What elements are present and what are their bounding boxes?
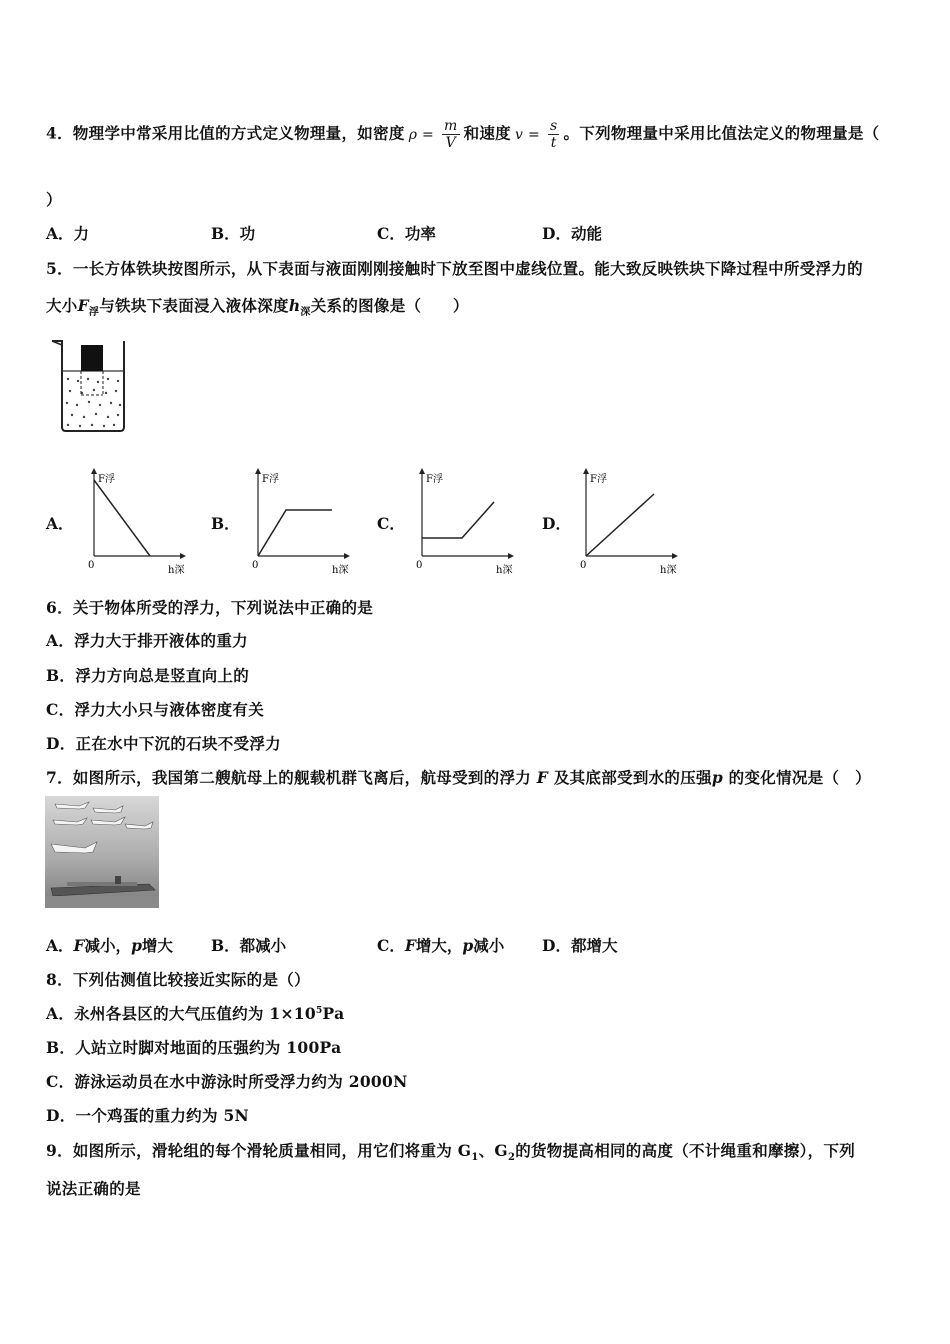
svg-text:0: 0	[252, 560, 259, 571]
q6-option-c: C．浮力大小只与液体密度有关	[46, 700, 265, 719]
aircraft-carrier-photo	[45, 796, 159, 908]
speed-fraction: $\frac{s}{t}$	[549, 118, 558, 151]
q9-stem-line2: 说法正确的是	[46, 1179, 141, 1198]
q7-option-c: C．F增大，p减小	[377, 936, 505, 955]
graph-c-curve	[422, 502, 494, 538]
q8-option-a: A．永州各县区的大气压值约为 $1\times 10^5Pa$	[46, 1004, 345, 1023]
speed-formula: v =	[514, 126, 540, 143]
q5-option-b-label: B．	[211, 514, 240, 533]
density-fraction: $\frac{m}{V}$	[444, 118, 458, 151]
svg-text:h深: h深	[660, 565, 677, 576]
q4-option-d: D．动能	[542, 224, 602, 243]
q4-option-a: A．力	[46, 224, 90, 243]
q5-stem-line1: 5．一长方体铁块按图所示，从下表面与液面刚刚接触时下放至图中虚线位置。能大致反映铁块下降过程中所受浮力的	[46, 259, 863, 278]
q4-option-b: B．功	[211, 224, 256, 243]
q8-stem: 8．下列估测值比较接近实际的是（）	[46, 970, 310, 989]
q4-close-paren: ）	[46, 190, 62, 209]
q7-option-b: B．都减小	[211, 936, 287, 955]
beaker-figure	[48, 335, 130, 435]
svg-text:F浮: F浮	[262, 474, 279, 485]
svg-text:h深: h深	[496, 565, 513, 576]
q4-stem: 4．物理学中常采用比值的方式定义物理量，如密度 ρ = $\frac{m}{V}$ 和速度 v = $\frac{s}{t}$ 。下列物理量中采用比值法定义的物理量是（	[46, 118, 880, 151]
svg-text:0: 0	[416, 560, 423, 571]
liquid-dots	[62, 371, 124, 427]
q7-option-a: A．F减小，p增大	[46, 936, 173, 955]
q4-option-c: C．功率	[377, 224, 436, 243]
graph-b	[246, 466, 356, 578]
origin-label: 0	[88, 560, 95, 571]
iron-block	[81, 345, 103, 371]
q5-option-a-label: A．	[46, 514, 74, 533]
q8-option-b: B．人站立时脚对地面的压强约为 100Pa	[46, 1038, 342, 1057]
q8-option-c: C．游泳运动员在水中游泳时所受浮力约为 2000N	[46, 1072, 408, 1091]
graph-d	[574, 466, 684, 578]
svg-text:F浮: F浮	[590, 474, 607, 485]
q5-option-c-label: C．	[377, 514, 405, 533]
graph-d-curve	[586, 494, 654, 556]
q5-stem-line2: 大小$F_浮$与铁块下表面浸入液体深度$h_深$关系的图像是（ ）	[46, 296, 469, 319]
graph-b-curve	[258, 510, 332, 556]
graph-c	[410, 466, 520, 578]
graph-a-curve	[94, 480, 150, 556]
svg-text:F浮: F浮	[426, 474, 443, 485]
q6-stem: 6．关于物体所受的浮力，下列说法中正确的是	[46, 598, 374, 617]
density-formula: ρ =	[408, 126, 434, 143]
q6-option-d: D．正在水中下沉的石块不受浮力	[46, 734, 281, 753]
q7-stem: 7．如图所示，我国第二艘航母上的舰载机群飞离后，航母受到的浮力 F 及其底部受到水的压强p 的变化情况是（ ）	[46, 768, 871, 787]
q7-option-d: D．都增大	[542, 936, 618, 955]
graph-a	[82, 466, 192, 578]
q9-stem-line1: 9．如图所示，滑轮组的每个滑轮质量相同，用它们将重为 $G_1$、$G_2$的货物提高相同的高度（不计绳重和摩擦），下列	[46, 1141, 856, 1164]
q6-option-a: A．浮力大于排开液体的重力	[46, 631, 248, 650]
y-axis-label: F浮	[98, 474, 115, 485]
q6-option-b: B．浮力方向总是竖直向上的	[46, 666, 250, 685]
svg-text:0: 0	[580, 560, 587, 571]
q5-option-d-label: D．	[542, 514, 571, 533]
svg-text:h深: h深	[332, 565, 349, 576]
q8-option-d: D．一个鸡蛋的重力约为 5N	[46, 1106, 249, 1125]
x-axis-label: h深	[168, 565, 185, 576]
